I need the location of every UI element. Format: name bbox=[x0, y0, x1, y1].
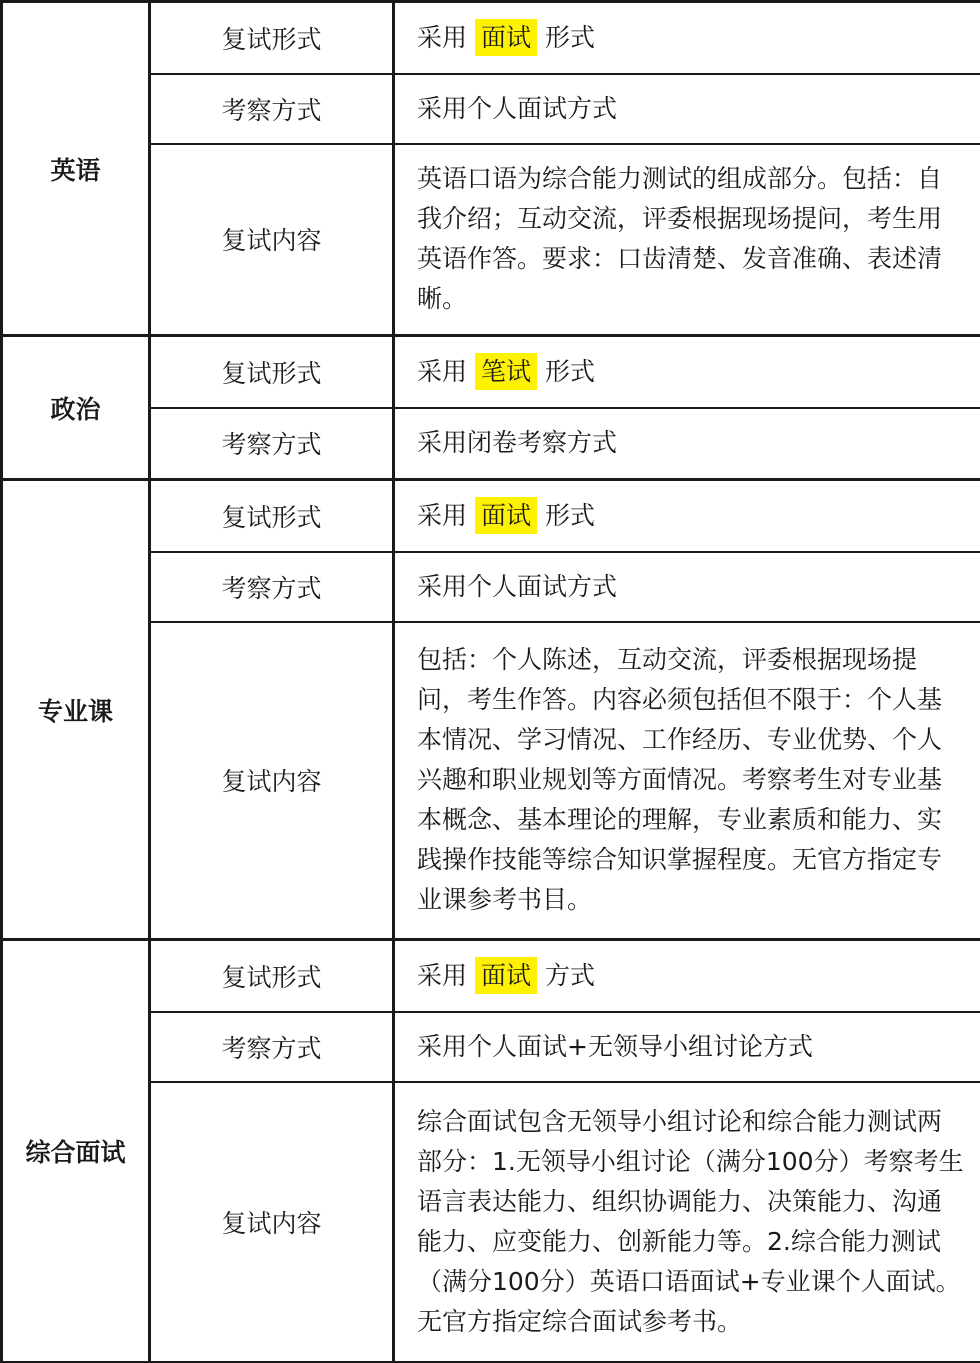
highlight-mark: 笔试 bbox=[475, 353, 537, 390]
subject-major: 专业课 bbox=[2, 480, 150, 940]
format-suffix: 形式 bbox=[545, 357, 595, 386]
highlight-mark: 面试 bbox=[475, 497, 537, 534]
item-label-format: 复试形式 bbox=[150, 2, 394, 74]
format-suffix: 方式 bbox=[545, 961, 595, 990]
item-label-format: 复试形式 bbox=[150, 940, 394, 1012]
format-suffix: 形式 bbox=[545, 23, 595, 52]
table-row bbox=[2, 480, 980, 552]
table-row bbox=[2, 2, 980, 74]
item-label-content: 复试内容 bbox=[150, 1082, 394, 1362]
detail-content: 综合面试包含无领导小组讨论和综合能力测试两部分：1.无领导小组讨论（满分100分）考察考生语言表达能力、组织协调能力、决策能力、沟通能力、应变能力、创新能力等。2.综合能力测试（满分100分）英语口语面试+专业课个人面试。无官方指定综合面试参考书。 bbox=[394, 1082, 980, 1362]
detail-method: 采用闭卷考察方式 bbox=[394, 408, 980, 480]
item-label-format: 复试形式 bbox=[150, 336, 394, 408]
format-prefix: 采用 bbox=[417, 961, 467, 990]
format-prefix: 采用 bbox=[417, 23, 467, 52]
detail-format bbox=[394, 480, 980, 552]
item-label-method: 考察方式 bbox=[150, 552, 394, 622]
format-prefix: 采用 bbox=[417, 501, 467, 530]
highlight-mark: 面试 bbox=[475, 19, 537, 56]
item-label-content: 复试内容 bbox=[150, 622, 394, 940]
detail-method: 采用个人面试方式 bbox=[394, 552, 980, 622]
detail-method: 采用个人面试+无领导小组讨论方式 bbox=[394, 1012, 980, 1082]
item-label-format: 复试形式 bbox=[150, 480, 394, 552]
item-label-content: 复试内容 bbox=[150, 144, 394, 336]
table-row bbox=[2, 940, 980, 1012]
item-label-method: 考察方式 bbox=[150, 74, 394, 144]
format-prefix: 采用 bbox=[417, 357, 467, 386]
subject-english: 英语 bbox=[2, 2, 150, 336]
highlight-mark: 面试 bbox=[475, 957, 537, 994]
table-row bbox=[2, 336, 980, 408]
format-suffix: 形式 bbox=[545, 501, 595, 530]
detail-format bbox=[394, 940, 980, 1012]
detail-content: 包括：个人陈述，互动交流，评委根据现场提问，考生作答。内容必须包括但不限于：个人基本情况、学习情况、工作经历、专业优势、个人兴趣和职业规划等方面情况。考察考生对专业基本概念、基本理论的理解，专业素质和能力、实践操作技能等综合知识掌握程度。无官方指定专业课参考书目。 bbox=[394, 622, 980, 940]
item-label-method: 考察方式 bbox=[150, 408, 394, 480]
detail-format bbox=[394, 336, 980, 408]
item-label-method: 考察方式 bbox=[150, 1012, 394, 1082]
subject-politics: 政治 bbox=[2, 336, 150, 480]
detail-content: 英语口语为综合能力测试的组成部分。包括：自我介绍；互动交流，评委根据现场提问，考生用英语作答。要求：口齿清楚、发音准确、表述清晰。 bbox=[394, 144, 980, 336]
detail-method: 采用个人面试方式 bbox=[394, 74, 980, 144]
subject-interview: 综合面试 bbox=[2, 940, 150, 1362]
detail-format bbox=[394, 2, 980, 74]
